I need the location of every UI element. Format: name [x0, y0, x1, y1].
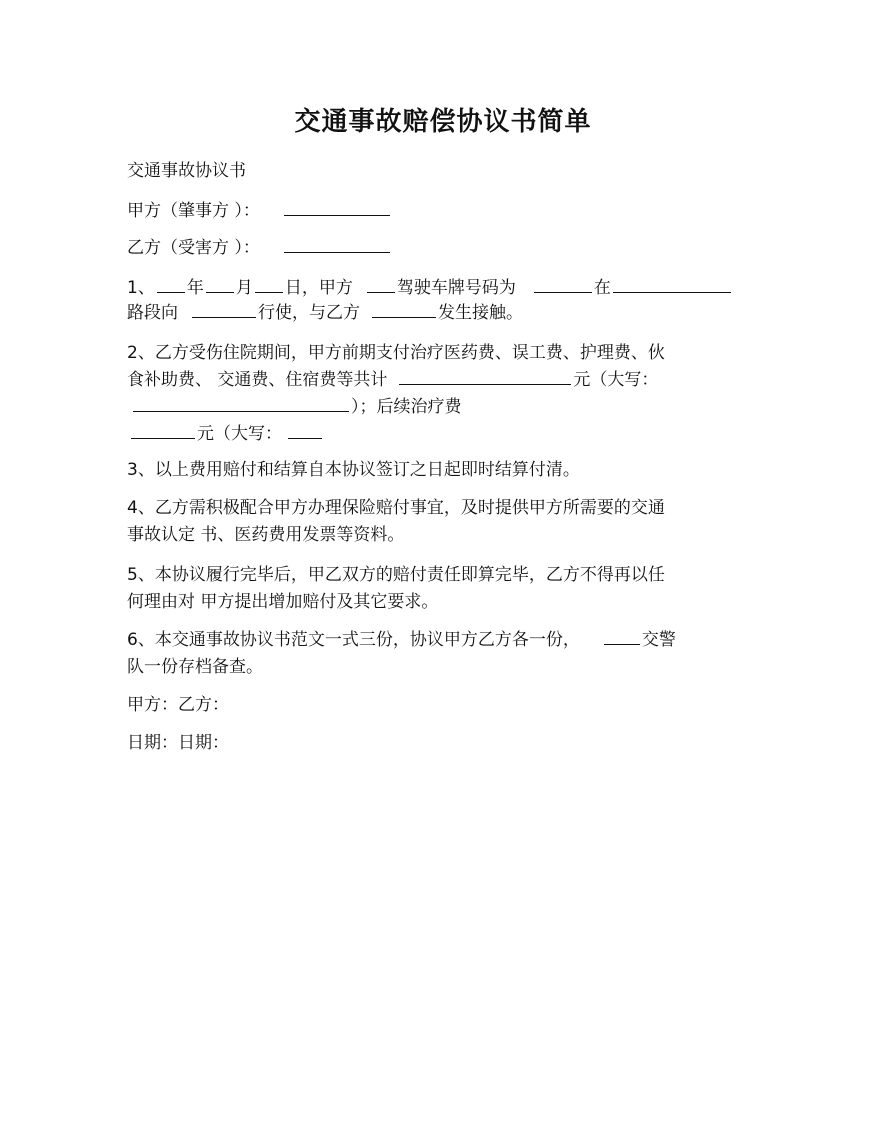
month-blank[interactable]	[206, 273, 234, 293]
contact-label: 发生接触。	[438, 303, 523, 323]
follow-up-uppercase-label: 元（大写：	[197, 424, 282, 444]
document-title: 交通事故赔偿协议书简单	[294, 107, 592, 137]
party-b-line	[127, 232, 767, 265]
drive-label: 行使，与乙方	[258, 303, 360, 323]
month-label: 月	[235, 278, 253, 298]
clause3: 3、以上费用赔付和结算自本协议签订之日起即时结算付清。	[127, 460, 580, 480]
clause5-line2: 何理由对 甲方提出增加赔付及其它要求。	[127, 592, 439, 612]
clause1-line2	[127, 297, 767, 330]
police-blank[interactable]	[604, 625, 640, 645]
party-a-line	[127, 195, 767, 228]
day-blank[interactable]	[255, 273, 283, 293]
document-subtitle: 交通事故协议书	[127, 161, 246, 181]
location-blank[interactable]	[613, 273, 731, 293]
party-b-blank[interactable]	[284, 233, 390, 253]
follow-up-uppercase-blank[interactable]	[288, 419, 322, 439]
party-b-vehicle-blank[interactable]	[372, 298, 436, 318]
road-direction-label: 路段向	[127, 303, 178, 323]
driver-blank[interactable]	[367, 273, 395, 293]
date-line: 日期：日期：	[127, 733, 229, 753]
clause2-line4	[127, 418, 767, 451]
party-a-blank[interactable]	[284, 196, 390, 216]
total-uppercase-label: 元（大写：	[573, 370, 659, 390]
location-label: 在	[593, 278, 611, 298]
year-blank[interactable]	[157, 273, 185, 293]
party-b-label: 乙方（受害方 ）：	[127, 238, 260, 258]
plate-blank[interactable]	[534, 273, 592, 293]
direction-blank[interactable]	[192, 298, 256, 318]
clause2-total-label: 食补助费、 交通费、住宿费等共计	[127, 370, 388, 390]
plate-label: 驾驶车牌号码为	[396, 278, 516, 298]
party-a-label: 甲方（肇事方 ）：	[127, 201, 260, 221]
follow-up-amount-blank[interactable]	[131, 419, 195, 439]
clause6-text: 6、本交通事故协议书范文一式三份，协议甲方乙方各一份，	[127, 630, 580, 650]
clause1-number: 1、	[127, 278, 155, 298]
police-label: 交警	[641, 630, 676, 650]
follow-up-fee-label: ）；后续治疗费	[351, 397, 462, 417]
clause2-line1: 2、乙方受伤住院期间，甲方前期支付治疗医药费、误工费、护理费、伙	[127, 343, 665, 363]
clause6-line2: 队一份存档备查。	[127, 657, 263, 677]
year-label: 年	[186, 278, 204, 298]
day-label: 日，甲方	[284, 278, 353, 298]
signature-line: 甲方：乙方：	[127, 695, 229, 715]
clause4-line1: 4、乙方需积极配合甲方办理保险赔付事宜，及时提供甲方所需要的交通	[127, 498, 665, 518]
clause5-line1: 5、本协议履行完毕后，甲乙双方的赔付责任即算完毕，乙方不得再以任	[127, 565, 665, 585]
total-amount-blank[interactable]	[399, 365, 571, 385]
clause4-line2: 事故认定 书、医药费用发票等资料。	[127, 525, 405, 545]
total-uppercase-blank[interactable]	[133, 392, 349, 412]
